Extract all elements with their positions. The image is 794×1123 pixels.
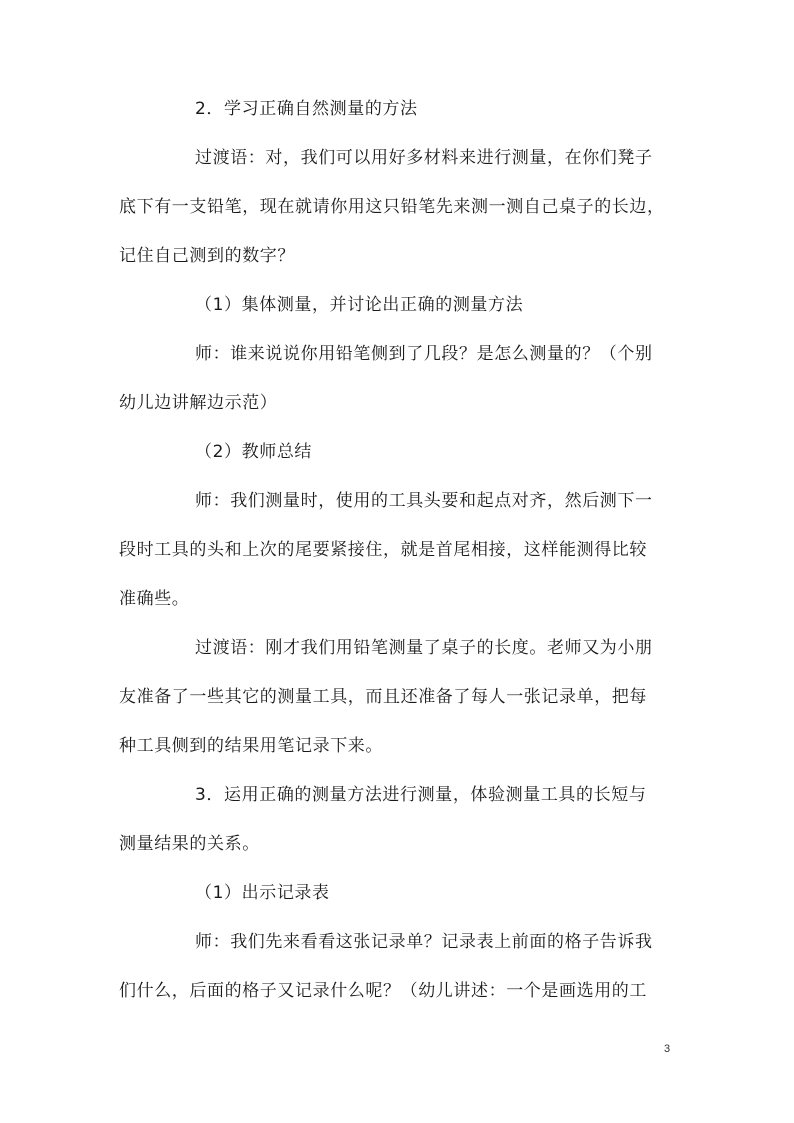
text-line: （1）集体测量，并讨论出正确的测量方法 — [195, 295, 524, 315]
text-line: 2．学习正确自然测量的方法 — [195, 99, 418, 119]
text-line: 底下有一支铅笔，现在就请你用这只铅笔先来测一测自己桌子的长边， — [119, 197, 665, 217]
paragraph-transition-2 — [119, 624, 679, 771]
paragraph-teacher-2 — [119, 477, 679, 624]
text-line: 友准备了一些其它的测量工具，而且还准备了每人一张记录单，把每 — [119, 687, 647, 707]
text-line: 记住自己测到的数字？ — [119, 246, 295, 266]
page-number: 3 — [664, 1043, 671, 1055]
text-line: 师：谁来说说你用铅笔侧到了几段？是怎么测量的？（个别 — [195, 344, 653, 364]
text-line: 段时工具的头和上次的尾要紧接住，就是首尾相接，这样能测得比较 — [119, 540, 647, 560]
text-line: 准确些。 — [119, 589, 190, 609]
paragraph-teacher-3 — [119, 918, 679, 1016]
text-line: 3．运用正确的测量方法进行测量，体验测量工具的长短与 — [195, 785, 647, 805]
subheading-show-record-sheet — [119, 869, 679, 918]
text-line: 们什么，后面的格子又记录什么呢？（幼儿讲述：一个是画选用的工 — [119, 981, 647, 1001]
text-line: （1）出示记录表 — [195, 883, 330, 903]
text-line: 幼儿边讲解边示范） — [119, 393, 278, 413]
paragraph-teacher-1 — [119, 330, 679, 428]
section-heading-3 — [119, 771, 679, 869]
text-line: 测量结果的关系。 — [119, 834, 260, 854]
text-line: 种工具侧到的结果用笔记录下来。 — [119, 736, 383, 756]
text-line: 师：我们先来看看这张记录单？记录表上前面的格子告诉我 — [195, 932, 653, 952]
paragraph-transition-1 — [119, 134, 679, 281]
subheading-teacher-summary — [119, 428, 679, 477]
subheading-collective-measurement — [119, 281, 679, 330]
text-line: 过渡语：刚才我们用铅笔测量了桌子的长度。老师又为小朋 — [195, 638, 653, 658]
section-heading-2 — [119, 85, 679, 134]
text-line: 师：我们测量时，使用的工具头要和起点对齐，然后测下一 — [195, 491, 653, 511]
text-line: （2）教师总结 — [195, 442, 313, 462]
text-line: 过渡语：对，我们可以用好多材料来进行测量，在你们凳子 — [195, 148, 653, 168]
